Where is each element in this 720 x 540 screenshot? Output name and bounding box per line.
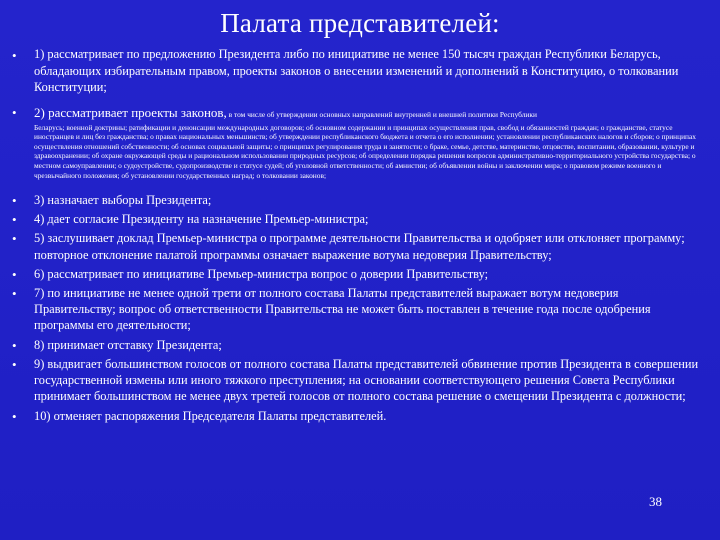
list-item-1 — [12, 46, 700, 96]
list-item-9 — [12, 356, 700, 405]
slide-content — [12, 46, 700, 427]
list-item-3 — [12, 192, 700, 208]
page-number: 38 — [649, 494, 662, 509]
bullet-icon: • — [12, 337, 17, 353]
list-item-text: 1) рассматривает по предложению Президента либо по инициативе не менее 150 тысяч граждан Республики Беларусь, обладающих избирательным правом, проекты законов о внесении изменений и дополнений в Конституцию, о толковании Конституции; — [34, 47, 679, 95]
slide-title: Палата представителей: — [220, 8, 500, 38]
bullet-icon: • — [12, 231, 17, 247]
list-item-text: 6) рассматривает по инициативе Премьер-министра вопрос о доверии Правительству; — [34, 266, 489, 281]
list-item-8 — [12, 337, 700, 353]
list-item-lead-text: 2) рассматривает проекты законов, — [34, 104, 227, 120]
list-item-7 — [12, 285, 700, 334]
bullet-icon: • — [12, 193, 17, 209]
list-item-text: 4) дает согласие Президенту на назначение Премьер-министра; — [34, 212, 369, 227]
list-item-text: 8) принимает отставку Президента; — [34, 337, 222, 352]
bullet-icon: • — [12, 356, 17, 372]
list-item-5 — [12, 230, 700, 262]
bullet-icon: • — [12, 48, 17, 63]
list-item-text: 7) по инициативе не менее одной трети от полного состава Палаты представителей выражает вотум недоверия Правительству; вопрос об ответственности Правительства не может быть поставлен в течение года после одобрения программы его деятельности; — [34, 286, 651, 333]
list-item-text: 10) отменяет распоряжения Председателя Палаты представителей. — [34, 408, 387, 423]
list-item-text: 3) назначает выборы Президента; — [34, 193, 212, 208]
bullet-icon: • — [12, 286, 17, 302]
list-item-2 — [12, 104, 700, 122]
list-item-4 — [12, 211, 700, 227]
list-item-inline-detail: в том числе об утверждении основных направлений внутренней и внешней политики Республики — [226, 109, 537, 119]
bullet-icon: • — [12, 104, 17, 120]
bullet-icon: • — [12, 266, 17, 282]
list-item-6 — [12, 266, 700, 282]
list-item-text: 9) выдвигает большинством голосов от полного состава Палаты представителей обвинение против Президента в совершении государственной измены или иного тяжкого преступления; на основании соответствующего решения Совета Республики принимает большинством не менее двух третей голосов от полного состава решение о смещении Президента с должности; — [34, 356, 699, 404]
bullet-list — [12, 192, 700, 424]
list-item-2-detail-text: Беларусь; военной доктрины; ратификации и денонсации международных договоров; об основном содержании и принципах осуществления прав, свобод и обязанностей граждан; о гражданстве, статусе иностранцев и лиц без гражданства; о правах национальных меньшинств; об утверждении республиканского бюджета и отчета о его исполнении; установлении республиканских налогов и сборов; о принципах осуществления отношений собственности; об основах социальной защиты; о принципах регулирования труда и занятости; о браке, семье, детстве, материнстве, отцовстве, воспитании, образовании, культуре и здравоохранении; об охране окружающей среды и рациональном использовании природных ресурсов; об определении порядка решения вопросов административно-территориального устройства государства; о местном самоуправлении; о судоустройстве, судопроизводстве и статусе судей; об уголовной ответственности; об амнистии; об объявлении войны и заключении мира; о правовом режиме военного и чрезвычайного положения; об установлении государственных наград; о толковании законов; — [34, 122, 696, 180]
list-item-10 — [12, 408, 700, 424]
list-item-text: 5) заслушивает доклад Премьер-министра о программе деятельности Правительства и одобряет или отклоняет программу; повторное отклонение палатой программы означает выражение вотума недоверия Правительству; — [34, 231, 685, 262]
bullet-icon: • — [12, 408, 17, 424]
bullet-icon: • — [12, 212, 17, 228]
